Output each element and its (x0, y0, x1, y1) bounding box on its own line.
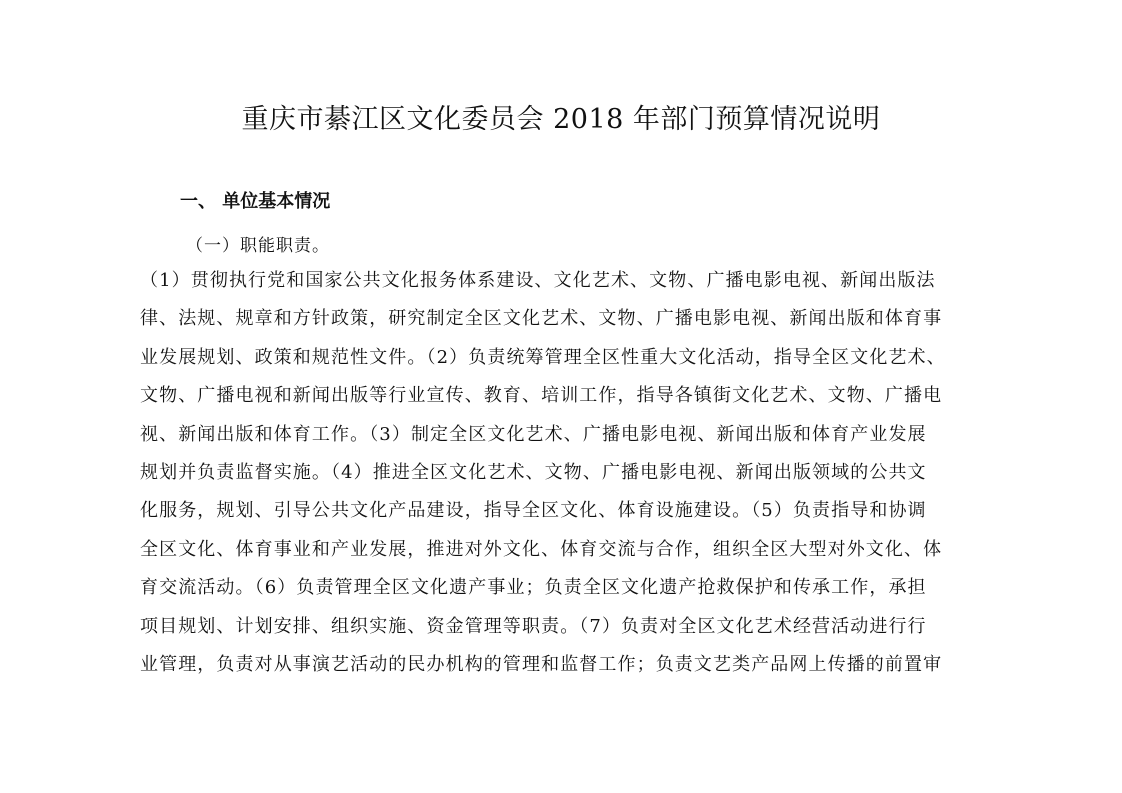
body-line: 视、新闻出版和体育工作。（3）制定全区文化艺术、广播电影电视、新闻出版和体育产业发展 (140, 423, 927, 445)
body-line: 规划并负责监督实施。（4）推进全区文化艺术、文物、广播电影电视、新闻出版领域的公共文 (140, 461, 927, 483)
body-line: （1）贯彻执行党和国家公共文化报务体系建设、文化艺术、文物、广播电影电视、新闻出版法 (140, 270, 936, 291)
section-heading: 一、 单位基本情况 (180, 191, 331, 212)
body-line: 文物、广播电视和新闻出版等行业宣传、教育、培训工作，指导各镇街文化艺术、文物、广播电 (140, 385, 943, 407)
document-title: 重庆市綦江区文化委员会 2018 年部门预算情况说明 (241, 104, 881, 135)
body-paragraph (140, 262, 1040, 684)
body-line: 项目规划、计划安排、组织实施、资金管理等职责。（7）负责对全区文化艺术经营活动进行行 (140, 615, 927, 637)
body-line: 业管理，负责对从事演艺活动的民办机构的管理和监督工作；负责文艺类产品网上传播的前置审 (140, 653, 943, 675)
body-line: 全区文化、体育事业和产业发展，推进对外文化、体育交流与合作，组织全区大型对外文化、体 (140, 538, 943, 560)
subsection-heading: （一）职能职责。 (186, 236, 330, 256)
body-line: 业发展规划、政策和规范性文件。（2）负责统筹管理全区性重大文化活动，指导全区文化艺术、 (140, 346, 946, 368)
body-line: 化服务，规划、引导公共文化产品建设，指导全区文化、体育设施建设。（5）负责指导和协调 (140, 500, 927, 522)
body-line: 律、法规、规章和方针政策，研究制定全区文化艺术、文物、广播电影电视、新闻出版和体育事 (140, 308, 943, 330)
body-line: 育交流活动。（6）负责管理全区文化遗产事业；负责全区文化遗产抢救保护和传承工作，承担 (140, 577, 927, 599)
